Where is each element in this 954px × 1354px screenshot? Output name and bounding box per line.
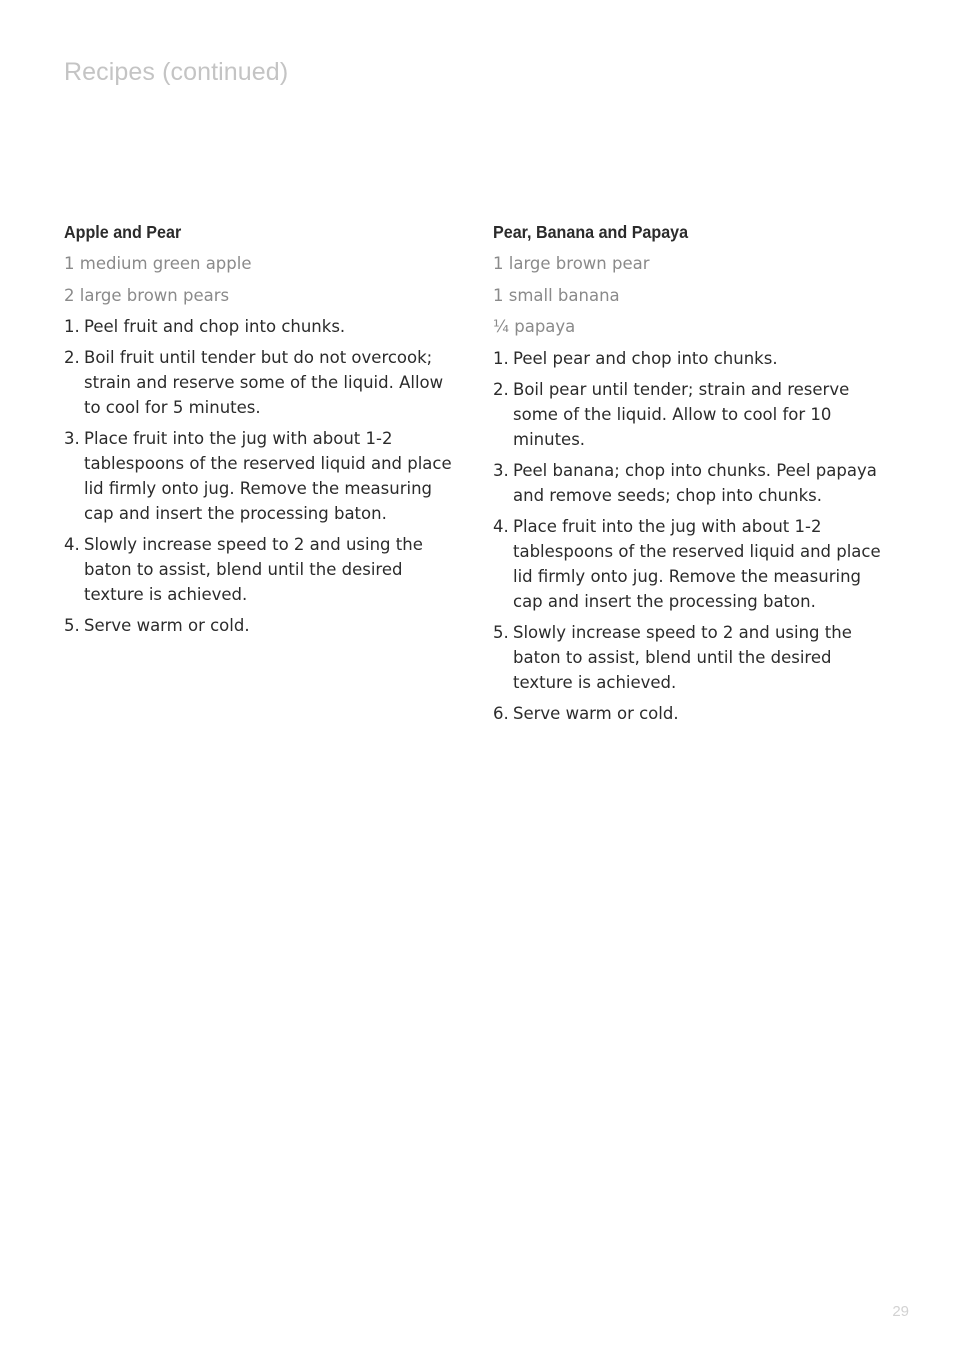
method-step xyxy=(493,620,893,695)
step-number: 4. xyxy=(64,535,80,554)
method-step xyxy=(64,314,464,339)
step-number: 3. xyxy=(493,460,509,480)
step-number: 5. xyxy=(64,616,80,635)
method-step xyxy=(64,613,464,638)
ingredient-list xyxy=(493,251,893,339)
ingredient-item: 1 medium green apple xyxy=(64,254,252,273)
recipe-apple-and-pear xyxy=(64,220,464,644)
step-number: 1. xyxy=(64,317,80,336)
step-text: Serve warm or cold. xyxy=(84,616,250,635)
step-text: Place fruit into the jug with about 1-2 tablespoons of the reserved liquid and place lid firmly onto jug. Remove the measuring cap and insert the processing baton. xyxy=(513,516,881,611)
ingredient-item: ¼ papaya xyxy=(493,317,576,336)
page-title: Recipes (continued) xyxy=(64,58,289,86)
recipe-pear-banana-papaya xyxy=(493,220,893,732)
method-step xyxy=(493,346,893,371)
step-text: Slowly increase speed to 2 and using the baton to assist, blend until the desired texture is achieved. xyxy=(513,622,852,692)
step-text: Serve warm or cold. xyxy=(513,703,679,723)
method-step xyxy=(64,426,464,526)
step-text: Slowly increase speed to 2 and using the baton to assist, blend until the desired texture is achieved. xyxy=(84,535,423,604)
step-text: Peel banana; chop into chunks. Peel papaya and remove seeds; chop into chunks. xyxy=(513,460,877,505)
ingredient-list xyxy=(64,251,464,308)
step-number: 1. xyxy=(493,348,509,368)
ingredient-item: 1 small banana xyxy=(493,285,620,305)
recipe-title: Pear, Banana and Papaya xyxy=(493,222,689,242)
method-step xyxy=(493,701,893,726)
step-number: 3. xyxy=(64,429,80,448)
step-text: Peel pear and chop into chunks. xyxy=(513,348,778,368)
step-number: 4. xyxy=(493,516,509,536)
page-number: 29 xyxy=(892,1303,909,1320)
method-step xyxy=(493,514,893,614)
step-text: Boil fruit until tender but do not overcook; strain and reserve some of the liquid. Allow to cool for 5 minutes. xyxy=(84,348,444,417)
step-number: 2. xyxy=(493,379,509,399)
method-steps xyxy=(493,346,893,726)
method-step xyxy=(64,345,464,420)
ingredient-item: 1 large brown pear xyxy=(493,254,650,273)
ingredient-item: 2 large brown pears xyxy=(64,285,230,305)
step-text: Peel fruit and chop into chunks. xyxy=(84,317,346,336)
method-step xyxy=(493,458,893,508)
method-step xyxy=(64,532,464,607)
step-number: 5. xyxy=(493,622,509,642)
step-text: Place fruit into the jug with about 1-2 tablespoons of the reserved liquid and place lid firmly onto jug. Remove the measuring cap and insert the processing baton. xyxy=(84,429,452,523)
step-text: Boil pear until tender; strain and reserve some of the liquid. Allow to cool for 10 minutes. xyxy=(513,379,850,449)
recipe-title: Apple and Pear xyxy=(64,222,182,242)
method-step xyxy=(493,377,893,452)
method-steps xyxy=(64,314,464,638)
step-number: 6. xyxy=(493,703,509,723)
step-number: 2. xyxy=(64,348,80,367)
